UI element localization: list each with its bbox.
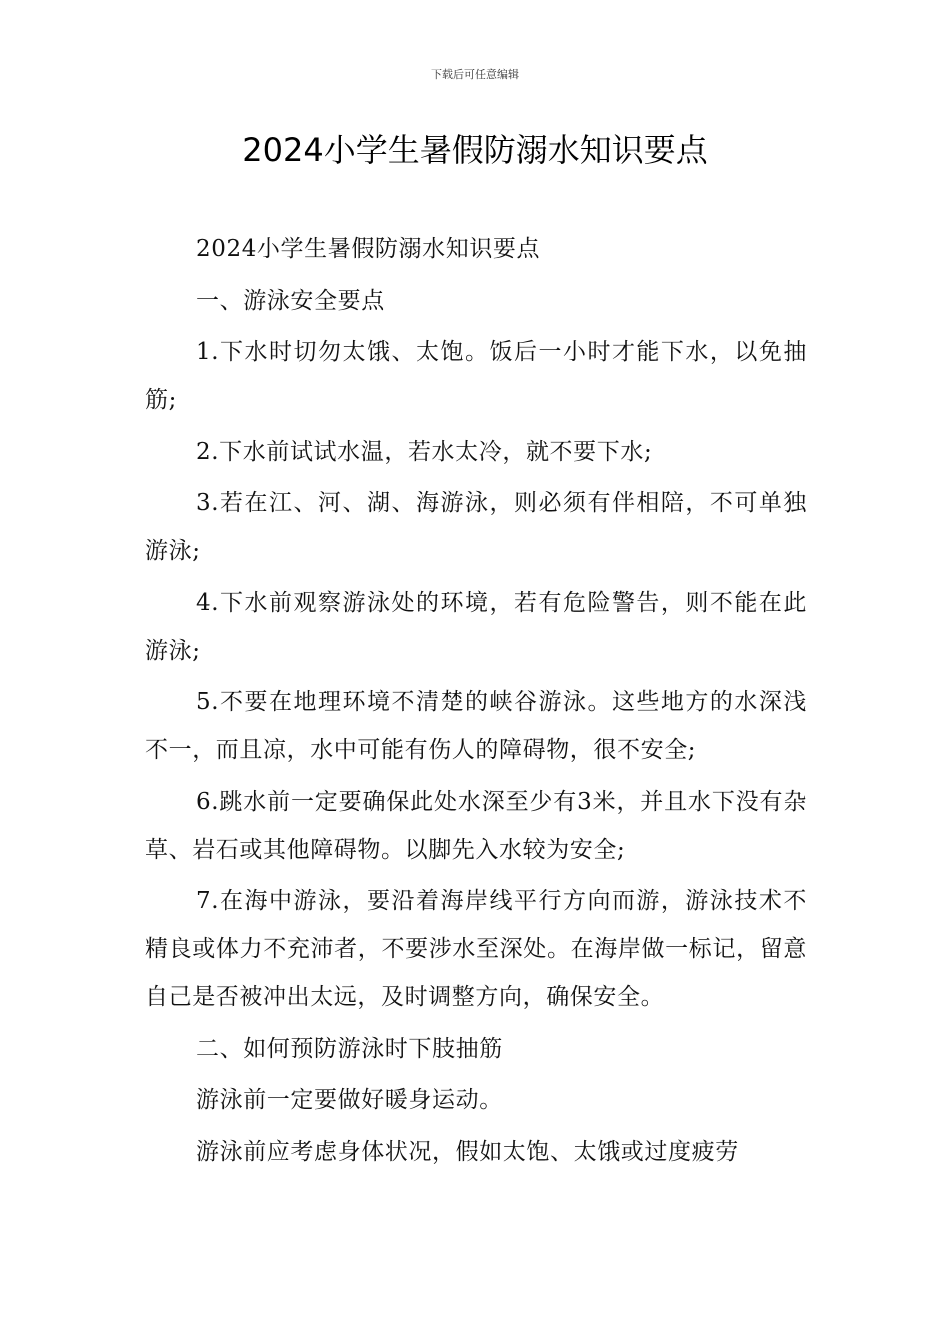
list-item-2: 2.下水前试试水温，若水太冷，就不要下水; xyxy=(196,438,653,465)
document-body xyxy=(145,225,807,1179)
paragraph-warmup: 游泳前一定要做好暖身运动。 xyxy=(196,1087,503,1113)
list-item-1: 1.下水时切勿太饿、太饱。饭后一小时才能下水，以免抽筋; xyxy=(145,339,807,413)
list-item-7: 7.在海中游泳，要沿着海岸线平行方向而游，游泳技术不精良或体力不充沛者，不要涉水至深处。在海岸做一标记，留意自己是否被冲出太远，及时调整方向，确保安全。 xyxy=(145,888,807,1010)
document-title: 2024小学生暑假防溺水知识要点 xyxy=(242,131,708,169)
list-item-5: 5.不要在地理环境不清楚的峡谷游泳。这些地方的水深浅不一，而且凉，水中可能有伤人的障碍物，很不安全; xyxy=(145,689,807,763)
paragraph-body-condition: 游泳前应考虑身体状况，假如太饱、太饿或过度疲劳 xyxy=(196,1138,739,1165)
list-item-6: 6.跳水前一定要确保此处水深至少有3米，并且水下没有杂草、岩石或其他障碍物。以脚先入水较为安全; xyxy=(145,788,807,863)
section-heading-swimming-safety: 一、游泳安全要点 xyxy=(196,287,385,314)
list-item-3: 3.若在江、河、湖、海游泳，则必须有伴相陪，不可单独游泳; xyxy=(145,490,807,564)
page-header-note: 下载后可任意编辑 xyxy=(431,68,519,81)
section-heading-cramp-prevention: 二、如何预防游泳时下肢抽筋 xyxy=(196,1035,503,1062)
paragraph-subtitle: 2024小学生暑假防溺水知识要点 xyxy=(196,236,541,262)
list-item-4: 4.下水前观察游泳处的环境，若有危险警告，则不能在此游泳; xyxy=(145,589,807,664)
